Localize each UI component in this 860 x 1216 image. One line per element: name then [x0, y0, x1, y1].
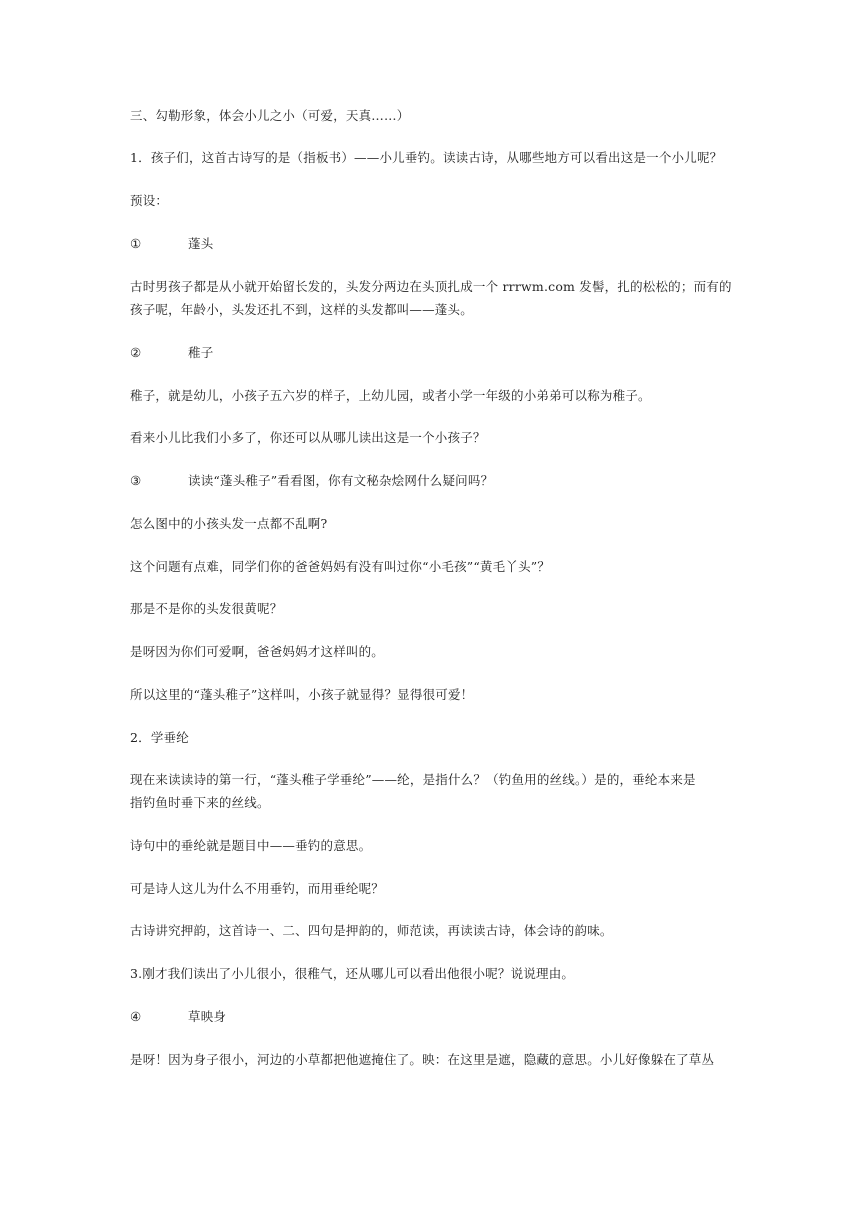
item-marker: ③: [130, 473, 142, 488]
list-item: [130, 341, 730, 364]
paragraph: 那是不是你的头发很黄呢？: [130, 601, 283, 616]
paragraph: 诗句中的垂纶就是题目中——垂钓的意思。: [130, 838, 372, 853]
paragraph: 所以这里的“蓬头稚子”这样叫，小孩子就显得？显得很可爱！: [130, 687, 474, 702]
list-item: [130, 1005, 730, 1028]
list-item: [130, 469, 730, 492]
item-marker: ④: [130, 1009, 142, 1024]
paragraph: 稚子，就是幼儿，小孩子五六岁的样子，上幼儿园，或者小学一年级的小弟弟可以称为稚子。: [130, 388, 651, 403]
paragraph: 怎么图中的小孩头发一点都不乱啊?: [130, 516, 328, 531]
item-marker: ②: [130, 345, 142, 360]
question-3: 3.刚才我们读出了小儿很小，很稚气，还从哪儿可以看出他很小呢？说说理由。: [130, 966, 575, 981]
paragraph: 可是诗人这儿为什么不用垂钓，而用垂纶呢？: [130, 881, 385, 896]
paragraph-line: 现在来读读诗的第一行，“蓬头稚子学垂纶”——纶，是指什么？（钓鱼用的丝线。）是的，垂纶本来是: [130, 772, 696, 787]
item-label: 稚子: [188, 345, 214, 360]
paragraph-line: 指钓鱼时垂下来的丝线。: [130, 795, 270, 810]
paragraph: 是呀！因为身子很小，河边的小草都把他遮掩住了。映：在这里是遮，隐藏的意思。小儿好像躲在了草丛: [130, 1052, 715, 1067]
question-1: 1．孩子们，这首古诗写的是（指板书）——小儿垂钓。读读古诗，从哪些地方可以看出这是一个小儿呢？: [130, 150, 723, 165]
paragraph-line: 孩子呢，年龄小，头发还扎不到，这样的头发都叫——蓬头。: [130, 302, 473, 317]
item-label: 草映身: [188, 1009, 227, 1024]
section-heading: 三、勾勒形象，体会小儿之小（可爱，天真……）: [130, 108, 410, 123]
preset-label: 预设：: [130, 193, 169, 208]
paragraph-line: 古时男孩子都是从小就开始留长发的，头发分两边在头顶扎成一个 rrrwm.com 发髻，扎的松松的；而有的: [130, 279, 732, 294]
paragraph: 古诗讲究押韵，这首诗一、二、四句是押韵的，师范读，再读读古诗，体会诗的韵味。: [130, 923, 613, 938]
paragraph: 这个问题有点难，同学们你的爸爸妈妈有没有叫过你“小毛孩”“黄毛丫头”？: [130, 559, 551, 574]
question-2: 2．学垂纶: [130, 730, 189, 745]
list-item: [130, 232, 730, 255]
document-page: [130, 0, 730, 1216]
item-label: 蓬头: [188, 236, 214, 251]
item-label: 读读“蓬头稚子”看看图，你有文秘杂烩网什么疑问吗？: [188, 473, 494, 488]
paragraph: 看来小儿比我们小多了，你还可以从哪儿读出这是一个小孩子？: [130, 430, 486, 445]
paragraph: 是呀因为你们可爱啊，爸爸妈妈才这样叫的。: [130, 644, 385, 659]
item-marker: ①: [130, 236, 142, 251]
